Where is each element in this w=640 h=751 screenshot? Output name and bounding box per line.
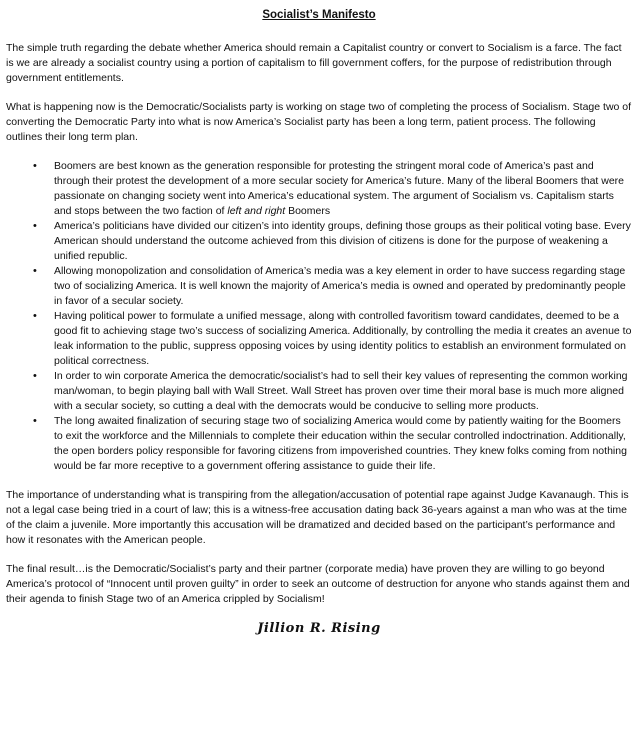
list-item [6,309,632,369]
plan-bullet-list [6,159,632,474]
kavanaugh-paragraph: The importance of understanding what is transpiring from the allegation/accusation of potential rape against Judge Kavanaugh. This is not a legal case being tried in a court of law; this is a witness-free accusation dating back 36-years against a man who was at the time of the claim a juvenile. More importantly this accusation will be dramatized and decided based on the participant’s performance and how it resonates with the American people. [6,489,629,546]
bullet-icon: • [33,415,37,427]
list-item-text: America’s politicians have divided our citizen’s into identity groups, defining those groups as their political voting base. Every American should understand the outcome achieved from this division of citizens is done for the purpose of weakening a unified republic. [54,220,631,262]
final-paragraph: The final result…is the Democratic/Socialist’s party and their partner (corporate media) have proven they are willing to go beyond America’s protocol of “Innocent until proven guilty” in order to seek an outcome of destruction for anyone who stands against them and their agenda to finish Stage two of an America crippled by Socialism! [6,563,630,605]
list-item-emphasis: left and right [227,205,286,217]
intro-paragraph: The simple truth regarding the debate whether America should remain a Capitalist country or convert to Socialism is a farce. The fact is we are already a socialist country using a portion of capitalism to fill government coffers, for the purpose of redistribution through government entitlements. [6,42,622,84]
list-item [6,159,632,219]
list-item-text: The long awaited finalization of securing stage two of socializing America would come by patiently waiting for the Boomers to exit the workforce and the Millennials to complete their education within the secular controlled indoctrination. Additionally, the open borders policy responsible for favoring citizens from impoverished countries. They knew folks coming from nothing would be far more receptive to a government offering assistance to guide their life. [54,415,627,472]
list-item-text: Boomers are best known as the generation responsible for protesting the stringent moral code of America’s past and through their protest the development of a more secular society for America’s future. Many of the liberal Boomers that were passionate on changing society went into America’s educational system. The argument of Socialism vs. Capitalism starts and stops between the two faction of [54,160,625,217]
list-item-text: In order to win corporate America the democratic/socialist’s had to sell their key values of representing the common working man/woman, to begin playing ball with Wall Street. Wall Street has proven over time their moral base is much more aligned with a secular society, so cutting a deal with the democrats would be conducive to selling more products. [54,370,628,412]
bullet-icon: • [33,310,37,322]
list-item [6,369,632,414]
list-item-text: Boomers [285,205,331,217]
list-item [6,414,632,474]
bullet-icon: • [33,160,37,172]
list-item [6,219,632,264]
list-item [6,264,632,309]
bullet-icon: • [33,220,37,232]
bullet-icon: • [33,265,37,277]
stage-two-paragraph: What is happening now is the Democratic/Socialists party is working on stage two of completing the process of Socialism. Stage two of converting the Democratic Party into what is now America’s Socialist party has been a long term, patient process. The following outlines their long term plan. [6,101,632,143]
list-item-text: Having political power to formulate a unified message, along with controlled favoritism toward candidates, deemed to be a good fit to achieving stage two’s success of socializing America. Additionally, by controlling the media it creates an avenue to leak information to the public, suppress opposing voices by using identity politics to establish an environment formulated on political correctness. [54,310,632,367]
list-item-text: Allowing monopolization and consolidation of America’s media was a key element in order to have success regarding stage two of socializing America. It is well known the majority of America’s media is owned and operated by predominantly people in favor of a secular society. [54,265,626,307]
document-title: Socialist’s Manifesto [262,9,376,21]
bullet-icon: • [33,370,37,382]
author-signature: Jillion R. Rising [257,621,381,636]
